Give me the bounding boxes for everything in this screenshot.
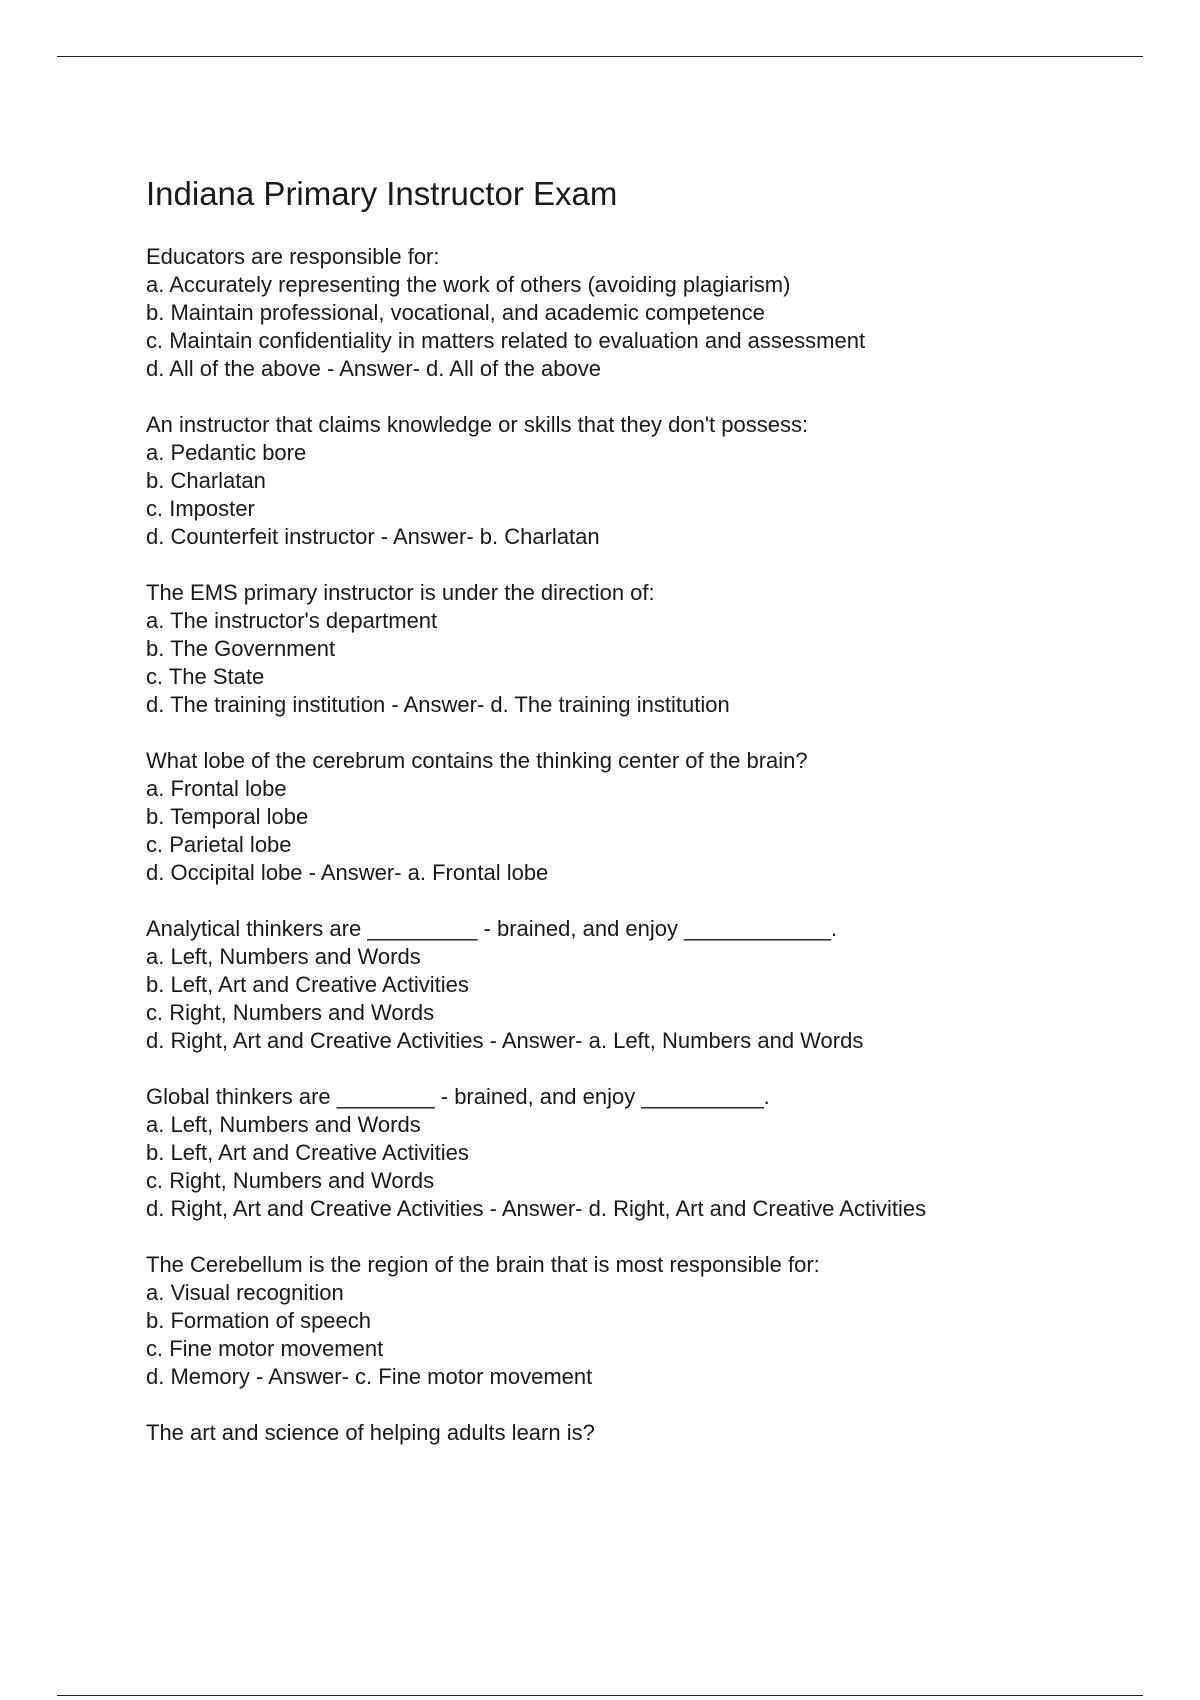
question-prompt: What lobe of the cerebrum contains the thinking center of the brain? (146, 748, 808, 773)
answer-option: b. Formation of speech (146, 1308, 372, 1333)
question-block (146, 411, 1146, 551)
answer-option: c. Right, Numbers and Words (146, 1000, 435, 1025)
answer-option: d. Memory - Answer- c. Fine motor movement (146, 1364, 593, 1389)
answer-option: b. Maintain professional, vocational, and academic competence (146, 300, 765, 325)
answer-option: c. Fine motor movement (146, 1336, 384, 1361)
answer-option: a. Left, Numbers and Words (146, 1112, 421, 1137)
answer-option: a. Visual recognition (146, 1280, 344, 1305)
answer-option: b. The Government (146, 636, 336, 661)
page-title: Indiana Primary Instructor Exam (146, 175, 618, 212)
question-prompt: The art and science of helping adults learn is? (146, 1420, 595, 1445)
answer-option: a. Frontal lobe (146, 776, 287, 801)
answer-option: d. Right, Art and Creative Activities - Answer- d. Right, Art and Creative Activities (146, 1196, 927, 1221)
answer-option: b. Left, Art and Creative Activities (146, 1140, 469, 1165)
answer-option: c. Right, Numbers and Words (146, 1168, 435, 1193)
answer-option: d. All of the above - Answer- d. All of the above (146, 356, 601, 381)
answer-option: d. The training institution - Answer- d. The training institution (146, 692, 730, 717)
answer-option: a. Left, Numbers and Words (146, 944, 421, 969)
answer-option: a. Accurately representing the work of others (avoiding plagiarism) (146, 272, 791, 297)
answer-option: a. The instructor's department (146, 608, 438, 633)
question-block (146, 1419, 1146, 1447)
question-prompt: An instructor that claims knowledge or skills that they don't possess: (146, 412, 809, 437)
answer-option: c. Imposter (146, 496, 255, 521)
top-rule (57, 56, 1143, 57)
answer-option: b. Left, Art and Creative Activities (146, 972, 469, 997)
question-prompt: Analytical thinkers are _________ - brained, and enjoy ____________. (146, 916, 838, 941)
answer-option: b. Charlatan (146, 468, 266, 493)
answer-option: d. Right, Art and Creative Activities - Answer- a. Left, Numbers and Words (146, 1028, 864, 1053)
document-body (146, 172, 1146, 1475)
question-prompt: Educators are responsible for: (146, 244, 440, 269)
question-block (146, 747, 1146, 887)
question-block (146, 915, 1146, 1055)
bottom-rule (57, 1695, 1143, 1696)
answer-option: c. Parietal lobe (146, 832, 292, 857)
answer-option: b. Temporal lobe (146, 804, 309, 829)
answer-option: d. Counterfeit instructor - Answer- b. Charlatan (146, 524, 600, 549)
question-block (146, 579, 1146, 719)
question-prompt: Global thinkers are ________ - brained, and enjoy __________. (146, 1084, 770, 1109)
answer-option: c. The State (146, 664, 265, 689)
question-block (146, 243, 1146, 383)
question-block (146, 1251, 1146, 1391)
answer-option: c. Maintain confidentiality in matters related to evaluation and assessment (146, 328, 866, 353)
answer-option: d. Occipital lobe - Answer- a. Frontal lobe (146, 860, 549, 885)
answer-option: a. Pedantic bore (146, 440, 307, 465)
question-prompt: The Cerebellum is the region of the brain that is most responsible for: (146, 1252, 820, 1277)
question-block (146, 1083, 1146, 1223)
question-prompt: The EMS primary instructor is under the direction of: (146, 580, 655, 605)
